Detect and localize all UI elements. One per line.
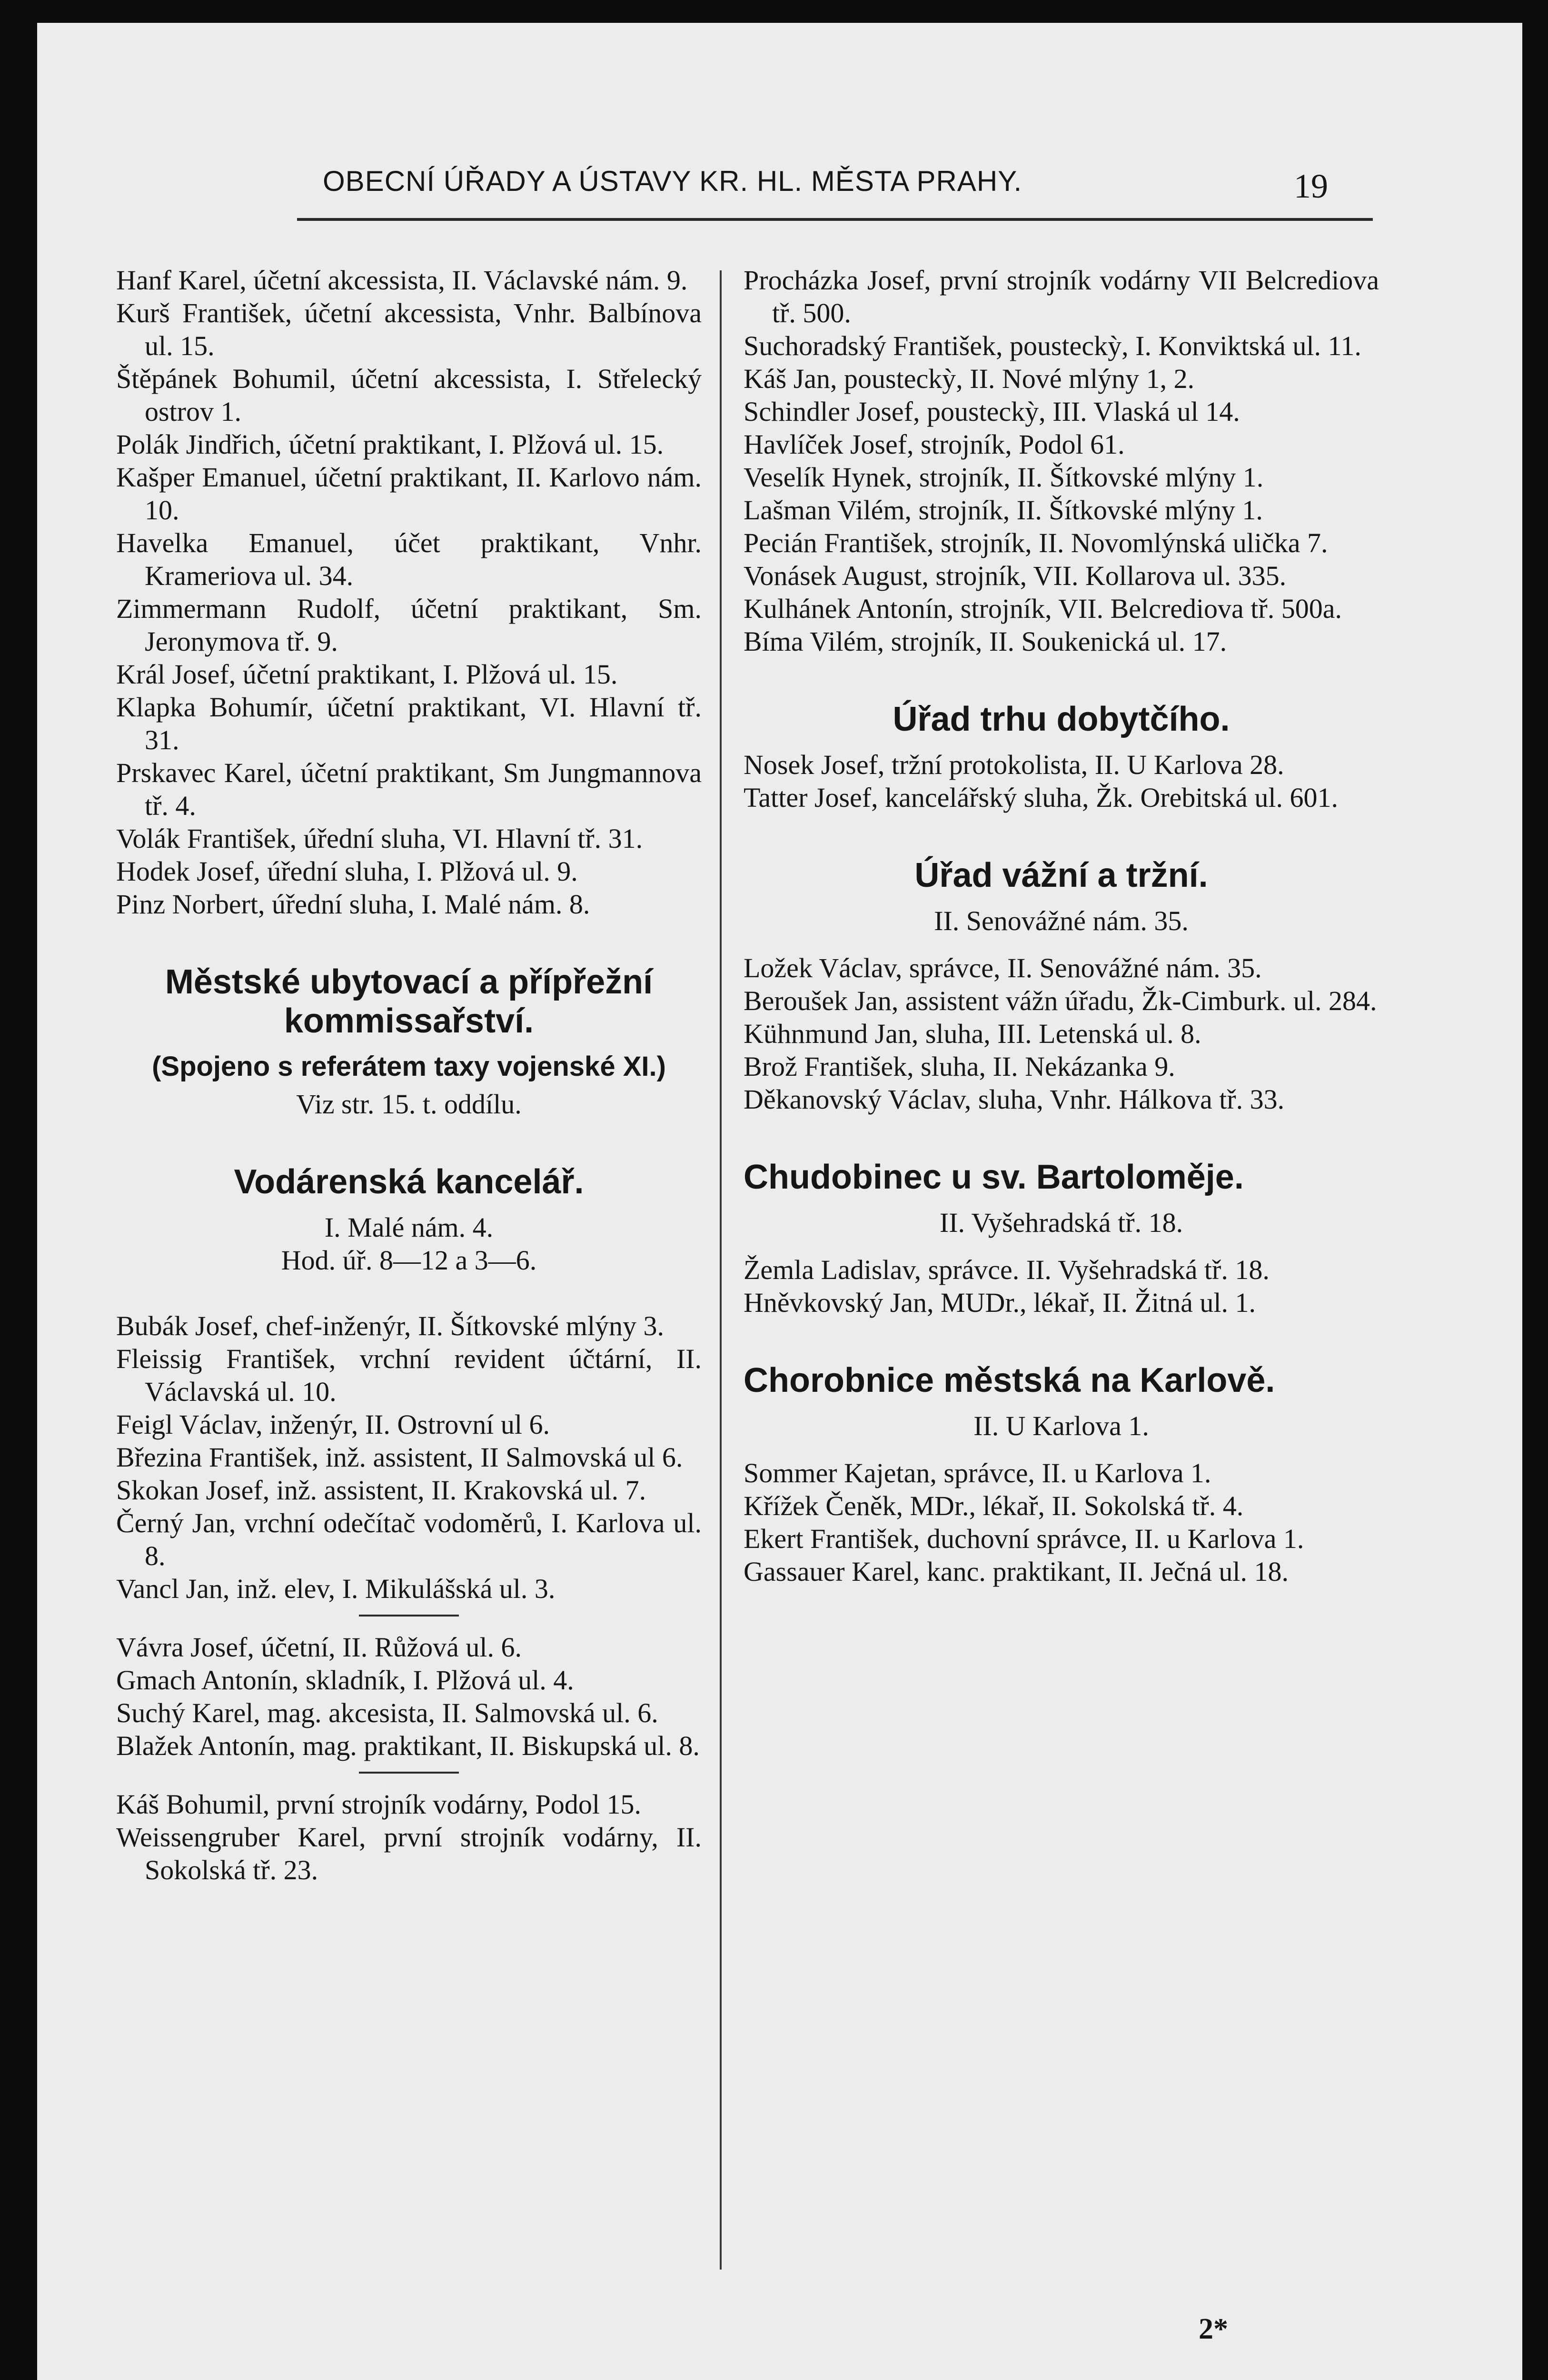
list-item: Havlíček Josef, strojník, Podol 61.: [744, 429, 1125, 460]
document-page: [37, 23, 1522, 2380]
list-item: Brož František, sluha, II. Nekázanka 9.: [744, 1051, 1175, 1082]
list-item: Suchý Karel, mag. akcesista, II. Salmovská ul. 6.: [116, 1697, 658, 1728]
list-item: Děkanovský Václav, sluha, Vnhr. Hálkova tř. 33.: [744, 1084, 1285, 1115]
list-item: Gassauer Karel, kanc. praktikant, II. Ječná ul. 18.: [744, 1556, 1289, 1587]
list-item: Ložek Václav, správce, II. Senovážné nám. 35.: [744, 952, 1262, 983]
list-item: Bubák Josef, chef-inženýr, II. Šítkovské mlýny 3.: [116, 1310, 664, 1341]
entry-list: [744, 1253, 1379, 1319]
section-reference: Viz str. 15. t. oddílu.: [296, 1089, 522, 1120]
list-item: Sommer Kajetan, správce, II. u Karlova 1.: [744, 1458, 1211, 1488]
section-subheading: (Spojeno s referátem taxy vojenské XI.): [152, 1051, 666, 1082]
section-heading-chorobnice: Chorobnice městská na Karlově.: [744, 1361, 1275, 1399]
list-item: Nosek Josef, tržní protokolista, II. U Karlova 28.: [744, 749, 1284, 780]
entry-list: [744, 748, 1379, 814]
list-item: Král Josef, účetní praktikant, I. Plžová ul. 15.: [116, 659, 618, 690]
section-heading-chudobinec: Chudobinec u sv. Bartoloměje.: [744, 1158, 1244, 1196]
list-item: Feigl Václav, inženýr, II. Ostrovní ul 6.: [116, 1409, 550, 1440]
list-item: Březina František, inž. assistent, II Salmovská ul 6.: [116, 1442, 683, 1473]
list-item: Klapka Bohumír, účetní praktikant, VI. Hlavní tř. 31.: [116, 692, 702, 755]
list-item: Káš Bohumil, první strojník vodárny, Podol 15.: [116, 1789, 642, 1820]
list-item: Fleissig František, vrchní revident účtární, II. Václavská ul. 10.: [116, 1343, 702, 1407]
signature-mark: 2*: [1199, 2313, 1228, 2345]
entry-list: [116, 1309, 702, 1605]
list-item: Beroušek Jan, assistent vážn úřadu, Žk-Cimburk. ul. 284.: [744, 985, 1377, 1016]
section-heading-ubytovaci: Městské ubytovací a přípřežní kommissařství.: [165, 963, 653, 1040]
list-item: Havelka Emanuel, účet praktikant, Vnhr. Krameriova ul. 34.: [116, 527, 702, 591]
right-column: [744, 264, 1379, 1588]
list-item: Kulhánek Antonín, strojník, VII. Belcrediova tř. 500a.: [744, 593, 1342, 624]
separator-rule: [359, 1772, 459, 1774]
list-item: Vancl Jan, inž. elev, I. Mikulášská ul. 3.: [116, 1573, 556, 1604]
list-item: Volák František, úřední sluha, VI. Hlavní tř. 31.: [116, 823, 643, 854]
entry-list: [744, 952, 1379, 1116]
list-item: Pecián František, strojník, II. Novomlýnská ulička 7.: [744, 527, 1328, 558]
section-heading-vazni: Úřad vážní a tržní.: [914, 856, 1208, 894]
list-item: Křížek Čeněk, MDr., lékař, II. Sokolská tř. 4.: [744, 1490, 1244, 1521]
list-item: Prskavec Karel, účetní praktikant, Sm Jungmannova tř. 4.: [116, 757, 702, 821]
section-address: II. Vyšehradská tř. 18.: [939, 1207, 1183, 1238]
section-heading-vodarenska: Vodárenská kancelář.: [234, 1163, 584, 1201]
column-divider: [720, 270, 722, 2270]
entry-list: [744, 1457, 1379, 1588]
list-item: Tatter Josef, kancelářský sluha, Žk. Orebitská ul. 601.: [744, 782, 1339, 813]
list-item: Veselík Hynek, strojník, II. Šítkovské mlýny 1.: [744, 462, 1264, 493]
list-item: Bíma Vilém, strojník, II. Soukenická ul. 17.: [744, 626, 1227, 657]
page-number: 19: [1294, 167, 1328, 205]
entry-list: [744, 264, 1379, 658]
list-item: Káš Jan, pousteckỳ, II. Nové mlýny 1, 2.: [744, 363, 1195, 394]
list-item: Schindler Josef, pousteckỳ, III. Vlaská ul 14.: [744, 396, 1240, 427]
list-item: Štěpánek Bohumil, účetní akcessista, I. Střelecký ostrov 1.: [116, 363, 702, 427]
list-item: Ekert František, duchovní správce, II. u Karlova 1.: [744, 1523, 1304, 1554]
list-item: Hanf Karel, účetní akcessista, II. Václavské nám. 9.: [116, 265, 688, 296]
separator-rule: [359, 1615, 459, 1616]
list-item: Vávra Josef, účetní, II. Růžová ul. 6.: [116, 1632, 522, 1663]
list-item: Kašper Emanuel, účetní praktikant, II. Karlovo nám. 10.: [116, 462, 702, 526]
list-item: Kurš František, účetní akcessista, Vnhr. Balbínova ul. 15.: [116, 298, 702, 361]
list-item: Weissengruber Karel, první strojník vodárny, II. Sokolská tř. 23.: [116, 1822, 702, 1885]
list-item: Procházka Josef, první strojník vodárny VII Belcrediova tř. 500.: [744, 265, 1379, 328]
list-item: Polák Jindřich, účetní praktikant, I. Plžová ul. 15.: [116, 429, 664, 460]
list-item: Pinz Norbert, úřední sluha, I. Malé nám. 8.: [116, 889, 590, 920]
list-item: Suchoradský František, pousteckỳ, I. Konviktská ul. 11.: [744, 330, 1361, 361]
list-item: Blažek Antonín, mag. praktikant, II. Biskupská ul. 8.: [116, 1730, 700, 1761]
section-address: II. Senovážné nám. 35.: [934, 905, 1189, 936]
left-column: [116, 264, 702, 1886]
list-item: Kühnmund Jan, sluha, III. Letenská ul. 8.: [744, 1018, 1201, 1049]
section-address: I. Malé nám. 4.: [324, 1212, 494, 1243]
section-heading-trh: Úřad trhu dobytčího.: [893, 700, 1230, 738]
list-item: Hněvkovský Jan, MUDr., lékař, II. Žitná ul. 1.: [744, 1287, 1256, 1318]
list-item: Lašman Vilém, strojník, II. Šítkovské mlýny 1.: [744, 495, 1263, 526]
list-item: Hodek Josef, úřední sluha, I. Plžová ul. 9.: [116, 856, 578, 887]
running-header: OBECNÍ ÚŘADY A ÚSTAVY KR. HL. MĚSTA PRAHY.: [323, 165, 1022, 197]
header-rule: [297, 218, 1373, 221]
section-address: II. U Karlova 1.: [973, 1410, 1149, 1441]
list-item: Gmach Antonín, skladník, I. Plžová ul. 4.: [116, 1665, 574, 1696]
office-hours: Hod. úř. 8—12 a 3—6.: [281, 1245, 537, 1276]
list-item: Černý Jan, vrchní odečítač vodoměrů, I. Karlova ul. 8.: [116, 1507, 702, 1571]
list-item: Vonásek August, strojník, VII. Kollarova ul. 335.: [744, 560, 1287, 591]
entry-list: [116, 1631, 702, 1762]
list-item: Skokan Josef, inž. assistent, II. Krakovská ul. 7.: [116, 1475, 646, 1506]
list-item: Zimmermann Rudolf, účetní praktikant, Sm. Jeronymova tř. 9.: [116, 593, 702, 657]
entry-list: [116, 1788, 702, 1886]
entry-list: [116, 264, 702, 921]
list-item: Žemla Ladislav, správce. II. Vyšehradská tř. 18.: [744, 1254, 1270, 1285]
